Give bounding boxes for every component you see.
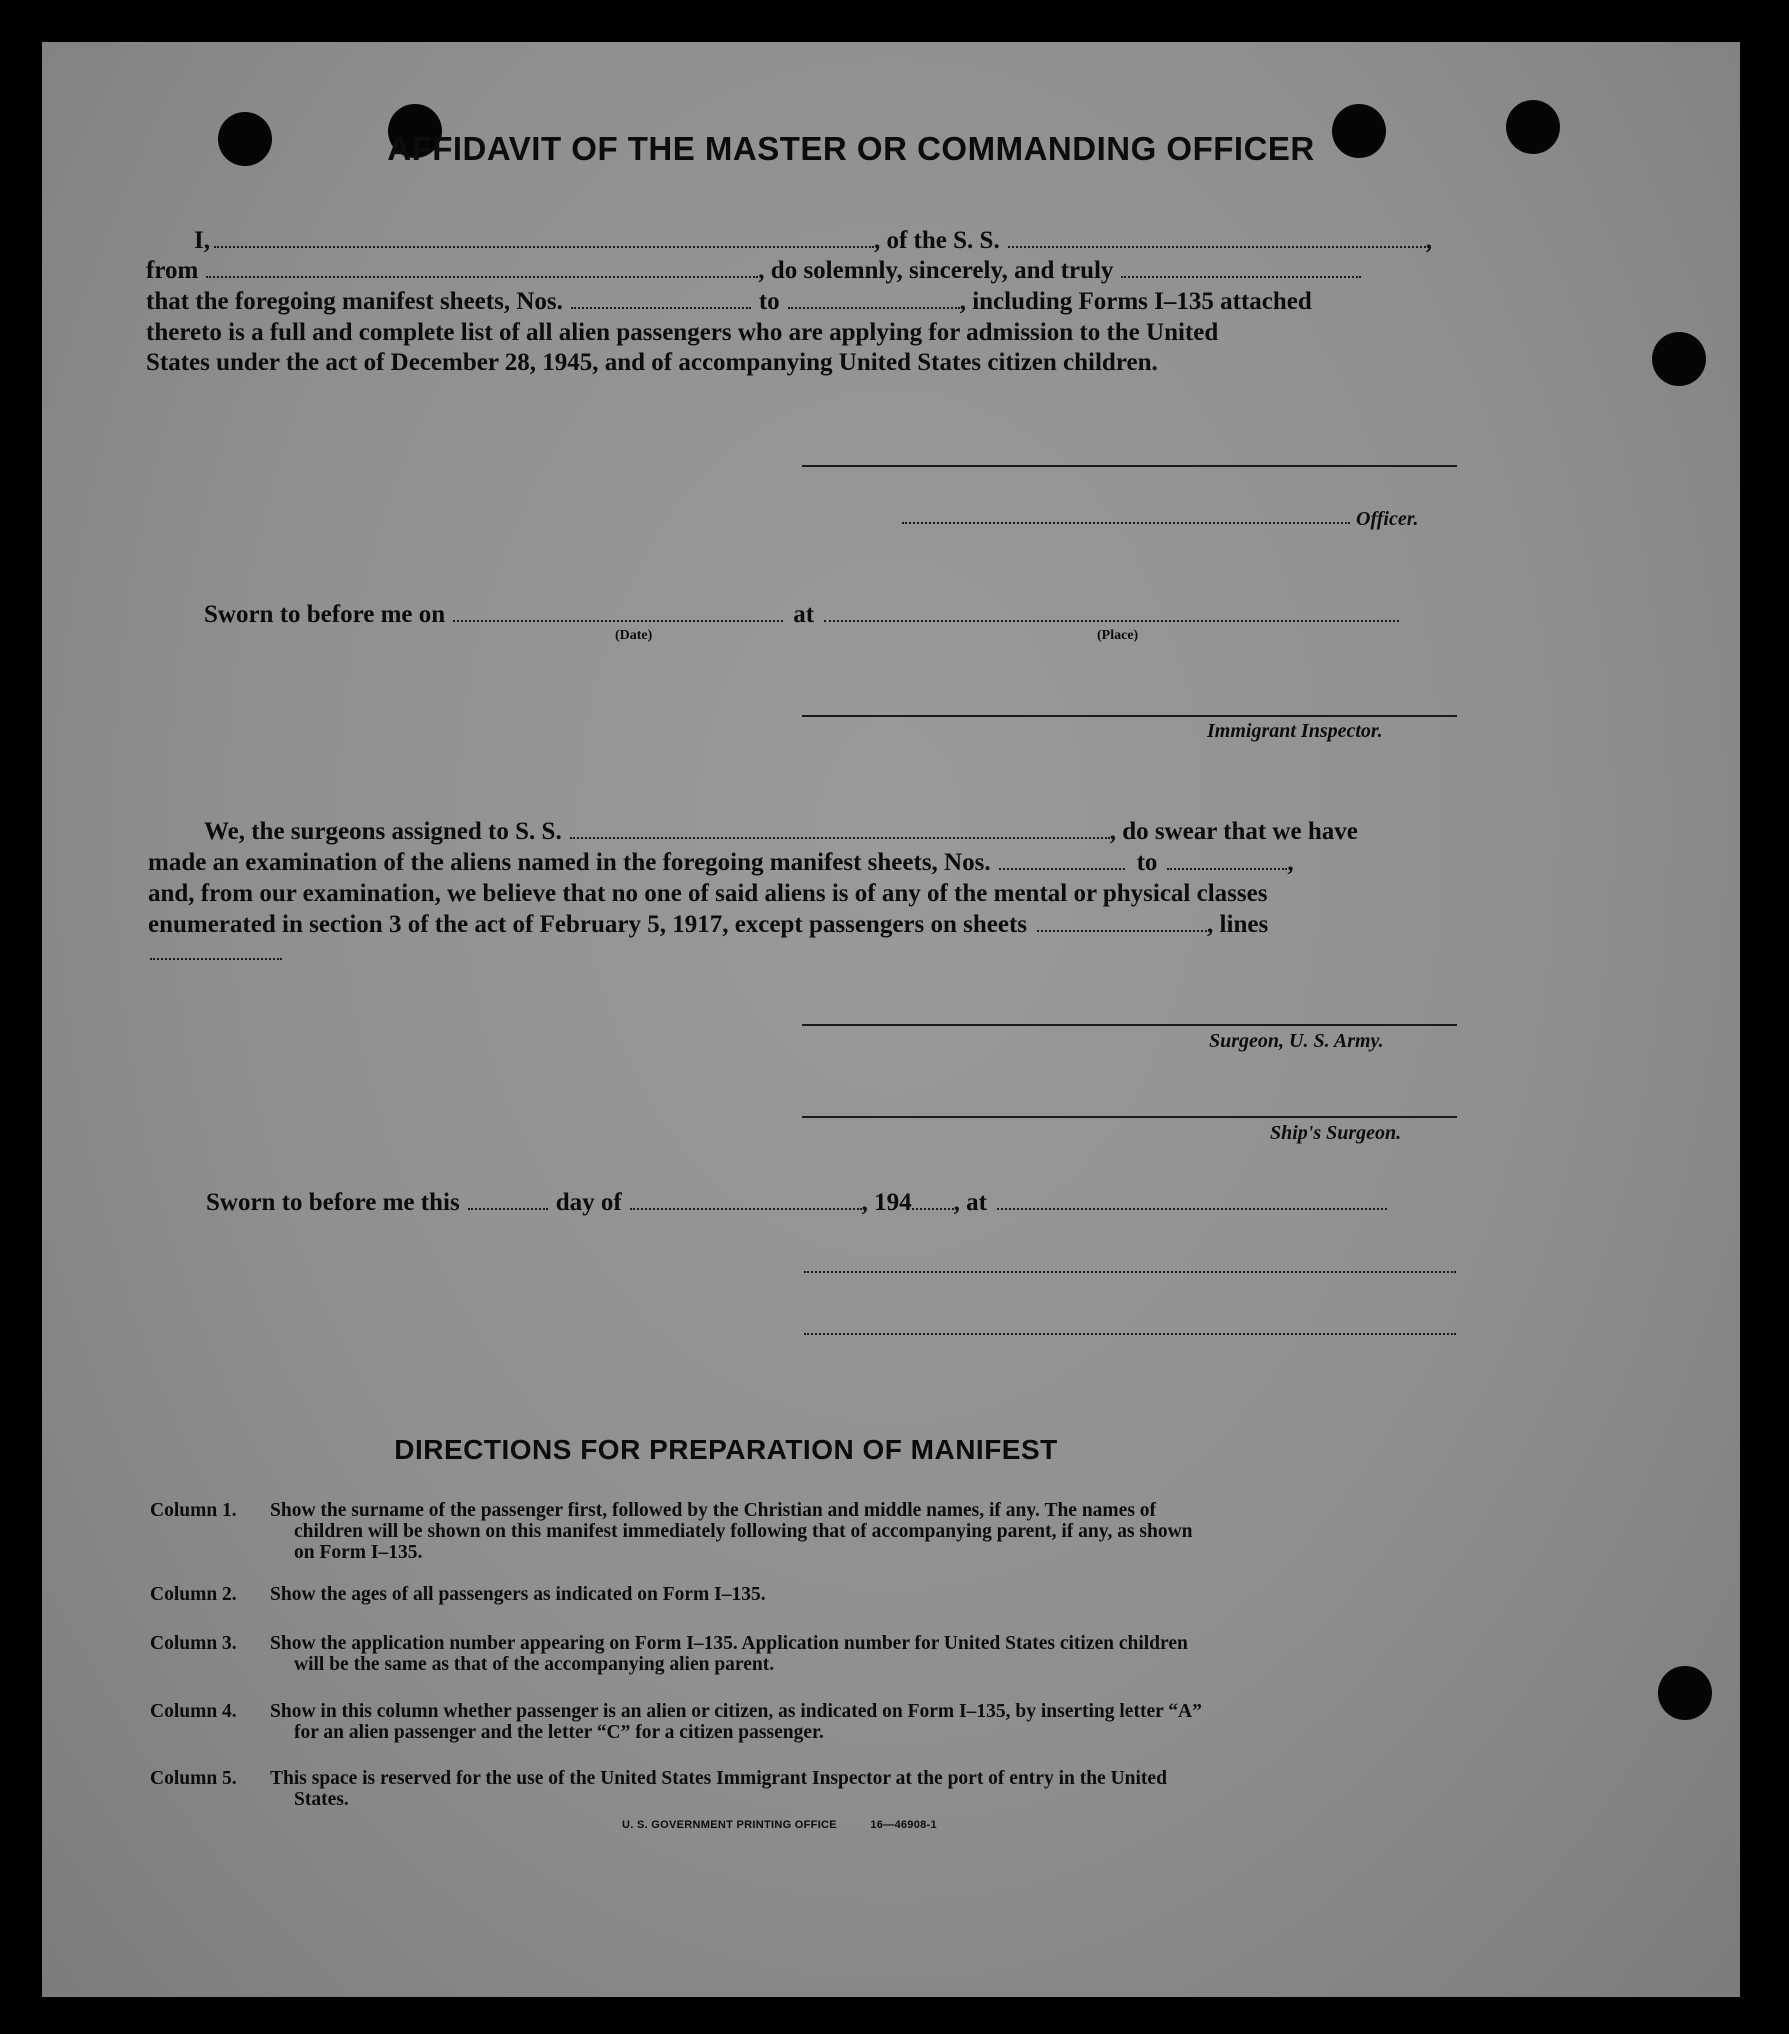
ship-surgeon-label: Ship's Surgeon. — [1270, 1122, 1402, 1144]
surgeons-line-4: enumerated in section 3 of the act of February 5, 1917, except passengers on sheets , lines — [148, 911, 1269, 938]
officer-signature-line[interactable] — [802, 465, 1457, 467]
surgeons-line-3: and, from our examination, we believe that no one of said aliens is of any of the mental or physical classes — [148, 880, 1268, 907]
surgeons-line-1: We, the surgeons assigned to S. S. , do swear that we have — [204, 818, 1358, 845]
ship-name-field[interactable] — [1008, 226, 1426, 248]
direction-text: on Form I–135. — [294, 1542, 423, 1563]
except-sheets-field[interactable] — [1037, 910, 1207, 932]
printer-name: U. S. GOVERNMENT PRINTING OFFICE — [622, 1819, 837, 1831]
port-from-field[interactable] — [206, 256, 758, 278]
direction-text: This space is reserved for the use of the United States Immigrant Inspector at the port of entry in the United — [270, 1768, 1167, 1789]
direction-column-label: Column 2. — [150, 1584, 237, 1605]
affidavit-line-1: I, , of the S. S. , — [194, 227, 1432, 254]
sworn-date-field[interactable] — [453, 600, 783, 622]
affidavit-title: AFFIDAVIT OF THE MASTER OR COMMANDING OFFICER — [387, 130, 1315, 167]
sworn-day-field[interactable] — [468, 1188, 548, 1210]
surgeon-ship-field[interactable] — [570, 817, 1110, 839]
officer-label: Officer. — [1356, 508, 1419, 530]
inspector-label: Immigrant Inspector. — [1207, 720, 1383, 742]
affidavit-line-3: that the foregoing manifest sheets, Nos. to , including Forms I–135 attached — [146, 288, 1312, 315]
sworn-line-2: Sworn to before me this day of , 194 , at — [206, 1188, 1387, 1218]
oath-field[interactable] — [1121, 256, 1361, 278]
sworn-at-field[interactable] — [997, 1188, 1387, 1210]
sworn-year-field[interactable] — [912, 1188, 954, 1210]
affidavit-line-5: States under the act of December 28, 1945, and of accompanying United States citizen children. — [146, 349, 1158, 376]
direction-text: Show the ages of all passengers as indicated on Form I–135. — [270, 1584, 766, 1605]
sworn-place-field[interactable] — [824, 600, 1399, 622]
affidavit-line-2: from , do solemnly, sincerely, and truly — [146, 256, 1361, 286]
direction-text: children will be shown on this manifest immediately following that of accompanying parent, if any, as shown — [294, 1521, 1193, 1542]
printer-imprint — [622, 1819, 937, 1831]
directions-title: DIRECTIONS FOR PREPARATION OF MANIFEST — [394, 1434, 1058, 1465]
direction-text: States. — [294, 1789, 349, 1810]
master-name-field[interactable] — [214, 226, 874, 248]
punch-hole — [1658, 1666, 1712, 1720]
direction-text: Show the application number appearing on Form I–135. Application number for United States citizen children — [270, 1633, 1188, 1654]
officer-title-line[interactable] — [902, 522, 1350, 524]
direction-column-label: Column 4. — [150, 1701, 237, 1722]
sheet-to-field[interactable] — [788, 287, 960, 309]
army-surgeon-signature-line[interactable] — [802, 1024, 1457, 1026]
affidavit-line-4: thereto is a full and complete list of all alien passengers who are applying for admission to the United — [146, 319, 1219, 346]
army-surgeon-label: Surgeon, U. S. Army. — [1209, 1030, 1384, 1052]
direction-column-label: Column 5. — [150, 1768, 237, 1789]
officiant-title-line[interactable] — [804, 1333, 1456, 1335]
direction-column-label: Column 3. — [150, 1633, 237, 1654]
direction-text: will be the same as that of the accompanying alien parent. — [294, 1654, 775, 1675]
officiant-signature-line[interactable] — [804, 1271, 1456, 1273]
direction-text: Show the surname of the passenger first, followed by the Christian and middle names, if any. The names of — [270, 1500, 1157, 1521]
form-page — [42, 42, 1740, 1997]
place-caption: (Place) — [1097, 628, 1139, 643]
ship-surgeon-signature-line[interactable] — [802, 1116, 1457, 1118]
sheet-from-field[interactable] — [571, 287, 751, 309]
form-code: 16—46908-1 — [870, 1819, 937, 1831]
punch-hole — [1652, 332, 1706, 386]
direction-text: for an alien passenger and the letter “C” for a citizen passenger. — [294, 1722, 824, 1743]
except-lines-field[interactable] — [150, 958, 282, 960]
exam-sheet-to-field[interactable] — [1167, 848, 1287, 870]
surgeons-line-2: made an examination of the aliens named in the foregoing manifest sheets, Nos. to , — [148, 849, 1294, 876]
date-caption: (Date) — [615, 628, 653, 643]
sworn-line-1: Sworn to before me on at — [204, 600, 1399, 630]
inspector-signature-line[interactable] — [802, 715, 1457, 717]
exam-sheet-from-field[interactable] — [999, 848, 1125, 870]
direction-column-label: Column 1. — [150, 1500, 237, 1521]
direction-text: Show in this column whether passenger is an alien or citizen, as indicated on Form I–135, by inserting letter “A” — [270, 1701, 1202, 1722]
sworn-month-field[interactable] — [630, 1188, 862, 1210]
